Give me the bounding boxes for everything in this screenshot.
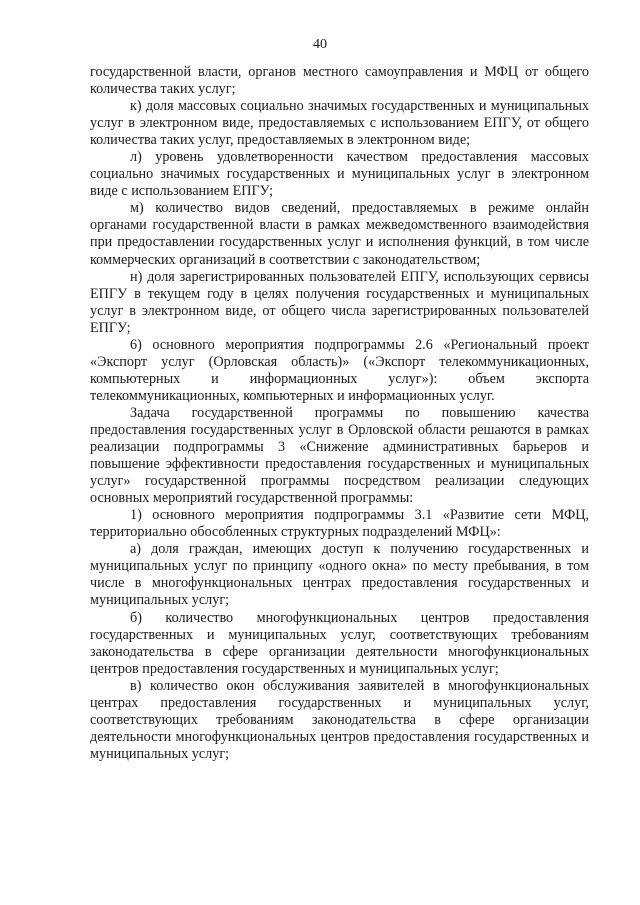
paragraph: л) уровень удовлетворенности качеством предоставления массовых социально значимых государственных и муниципальных услуг в электронном виде с использованием ЕПГУ; [90,149,589,200]
paragraph: 6) основного мероприятия подпрограммы 2.6 «Региональный проект «Экспорт услуг (Орловская область)» («Экспорт телекоммуникационных, компьютерных и информационных услуг»): объем экспорта телекоммуникационных, компьютерных и информационных услуг. [90,336,589,404]
paragraph: а) доля граждан, имеющих доступ к получению государственных и муниципальных услуг по принципу «одного окна» по месту пребывания, в том числе в многофункциональных центрах предоставления государственных и муниципальных услуг; [90,541,589,609]
paragraph: в) количество окон обслуживания заявителей в многофункциональных центрах предоставления государственных и муниципальных услуг, соответствующих требованиям законодательства в сфере организации деятельности многофункциональных центров предоставления государственных и муниципальных услуг; [90,677,589,762]
paragraph: Задача государственной программы по повышению качества предоставления государственных услуг в Орловской области решаются в рамках реализации подпрограммы 3 «Снижение административных барьеров и повышение эффективности предоставления государственных и муниципальных услуг» государственной программы посредством реализации следующих основных мероприятий государственной программы: [90,404,589,507]
paragraph: н) доля зарегистрированных пользователей ЕПГУ, использующих сервисы ЕПГУ в текущем году в целях получения государственных и муниципальных услуг в электронном виде, от общего числа зарегистрированных пользователей ЕПГУ; [90,268,589,336]
paragraph: б) количество многофункциональных центров предоставления государственных и муниципальных услуг, соответствующих требованиям законодательства в сфере организации деятельности многофункциональных центров предоставления государственных и муниципальных услуг; [90,609,589,677]
page-number: 40 [313,37,327,52]
paragraph: к) доля массовых социально значимых государственных и муниципальных услуг в электронном виде, предоставляемых с использованием ЕПГУ, от общего количества таких услуг, предоставляемых в электронном виде; [90,98,589,149]
paragraph: государственной власти, органов местного самоуправления и МФЦ от общего количества таких услуг; [90,64,589,98]
paragraph: м) количество видов сведений, предоставляемых в режиме онлайн органами государственной власти в рамках межведомственного взаимодействия при предоставлении государственных услуг и исполнения функций, в том числе коммерческих организаций в соответствии с законодательством; [90,200,589,268]
body-text [90,64,589,763]
paragraph: 1) основного мероприятия подпрограммы 3.1 «Развитие сети МФЦ, территориально обособленных структурных подразделений МФЦ»: [90,507,589,541]
